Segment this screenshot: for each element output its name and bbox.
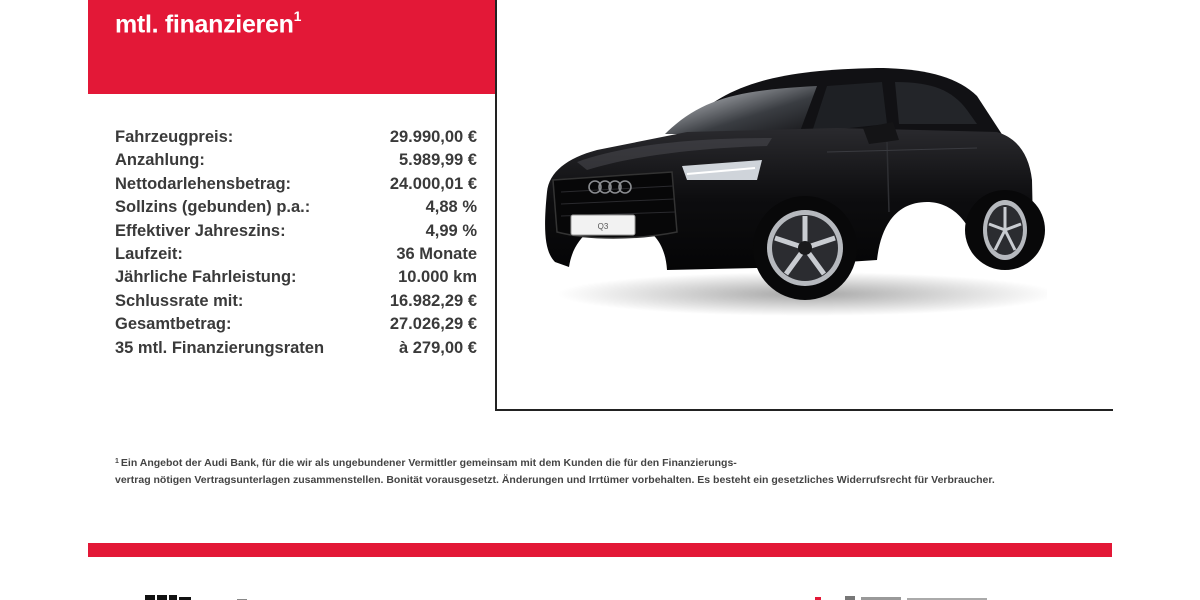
finance-row: [115, 339, 477, 362]
footnote-line-2: vertrag nötigen Vertragsunterlagen zusammenstellen. Bonität vorausgesetzt. Änderungen und Irrtümer vorbehalten. Es besteht ein gesetzliches Widerrufsrecht für Verbraucher.: [115, 473, 995, 486]
footnote: [115, 456, 1075, 488]
finance-row-label: Effektiver Jahreszins:: [115, 221, 286, 240]
finance-row-label: 35 mtl. Finanzierungsraten: [115, 338, 325, 357]
finance-row: [115, 128, 477, 151]
red-divider-bar: [88, 543, 1112, 557]
page-title: mtl. finanzieren$^1$: [115, 8, 302, 39]
finance-row-value: 36 Monate: [396, 244, 477, 263]
header-banner: [88, 0, 495, 94]
finance-row: [115, 175, 477, 198]
finance-row-label: Anzahlung:: [115, 151, 205, 170]
car-rear-wheel: [965, 190, 1045, 270]
finance-row: [115, 222, 477, 245]
footnote-line-1: Ein Angebot der Audi Bank, für die wir als ungebundener Vermittler gemeinsam mit dem Kunden die für den Finanzierungs-: [120, 457, 737, 469]
plate-text: Q3: [597, 222, 609, 231]
car-image: [537, 62, 1047, 322]
finance-row-value: 24.000,01 €: [389, 174, 477, 193]
footnote-marker: 1: [115, 458, 119, 465]
footnote-mark: 1: [293, 8, 302, 24]
finance-row-value: 4,99 %: [425, 221, 477, 240]
finance-row-value: 10.000 km: [398, 268, 477, 287]
finance-row: [115, 245, 477, 268]
finance-row-label: Schlussrate mit:: [115, 291, 244, 310]
finance-row-value: 16.982,29 €: [389, 291, 477, 310]
finance-row-label: Fahrzeugpreis:: [115, 128, 234, 146]
finance-row-value: 27.026,29 €: [389, 315, 477, 334]
finance-row: [115, 198, 477, 221]
finance-details-table: [115, 128, 477, 362]
car-front-wheel: [753, 196, 857, 300]
finance-row-label: Gesamtbetrag:: [115, 315, 232, 334]
finance-row: [115, 292, 477, 315]
finance-row: [115, 315, 477, 338]
dealer-logo-partial: [145, 590, 265, 600]
finance-row-value: 4,88 %: [425, 198, 477, 217]
finance-row: [115, 268, 477, 291]
finance-row-value: 29.990,00 €: [389, 128, 477, 146]
finance-row-label: Sollzins (gebunden) p.a.:: [115, 198, 311, 217]
finance-row-label: Laufzeit:: [115, 244, 183, 263]
finance-row-label: Jährliche Fahrleistung:: [115, 268, 297, 287]
finance-row-value: 5.989,99 €: [399, 151, 477, 170]
finance-row-label: Nettodarlehensbetrag:: [115, 174, 292, 193]
brand-logo-partial: [815, 590, 995, 600]
finance-row-value: à 279,00 €: [399, 338, 477, 357]
finance-row: [115, 151, 477, 174]
car-image-frame: [495, 0, 1113, 411]
